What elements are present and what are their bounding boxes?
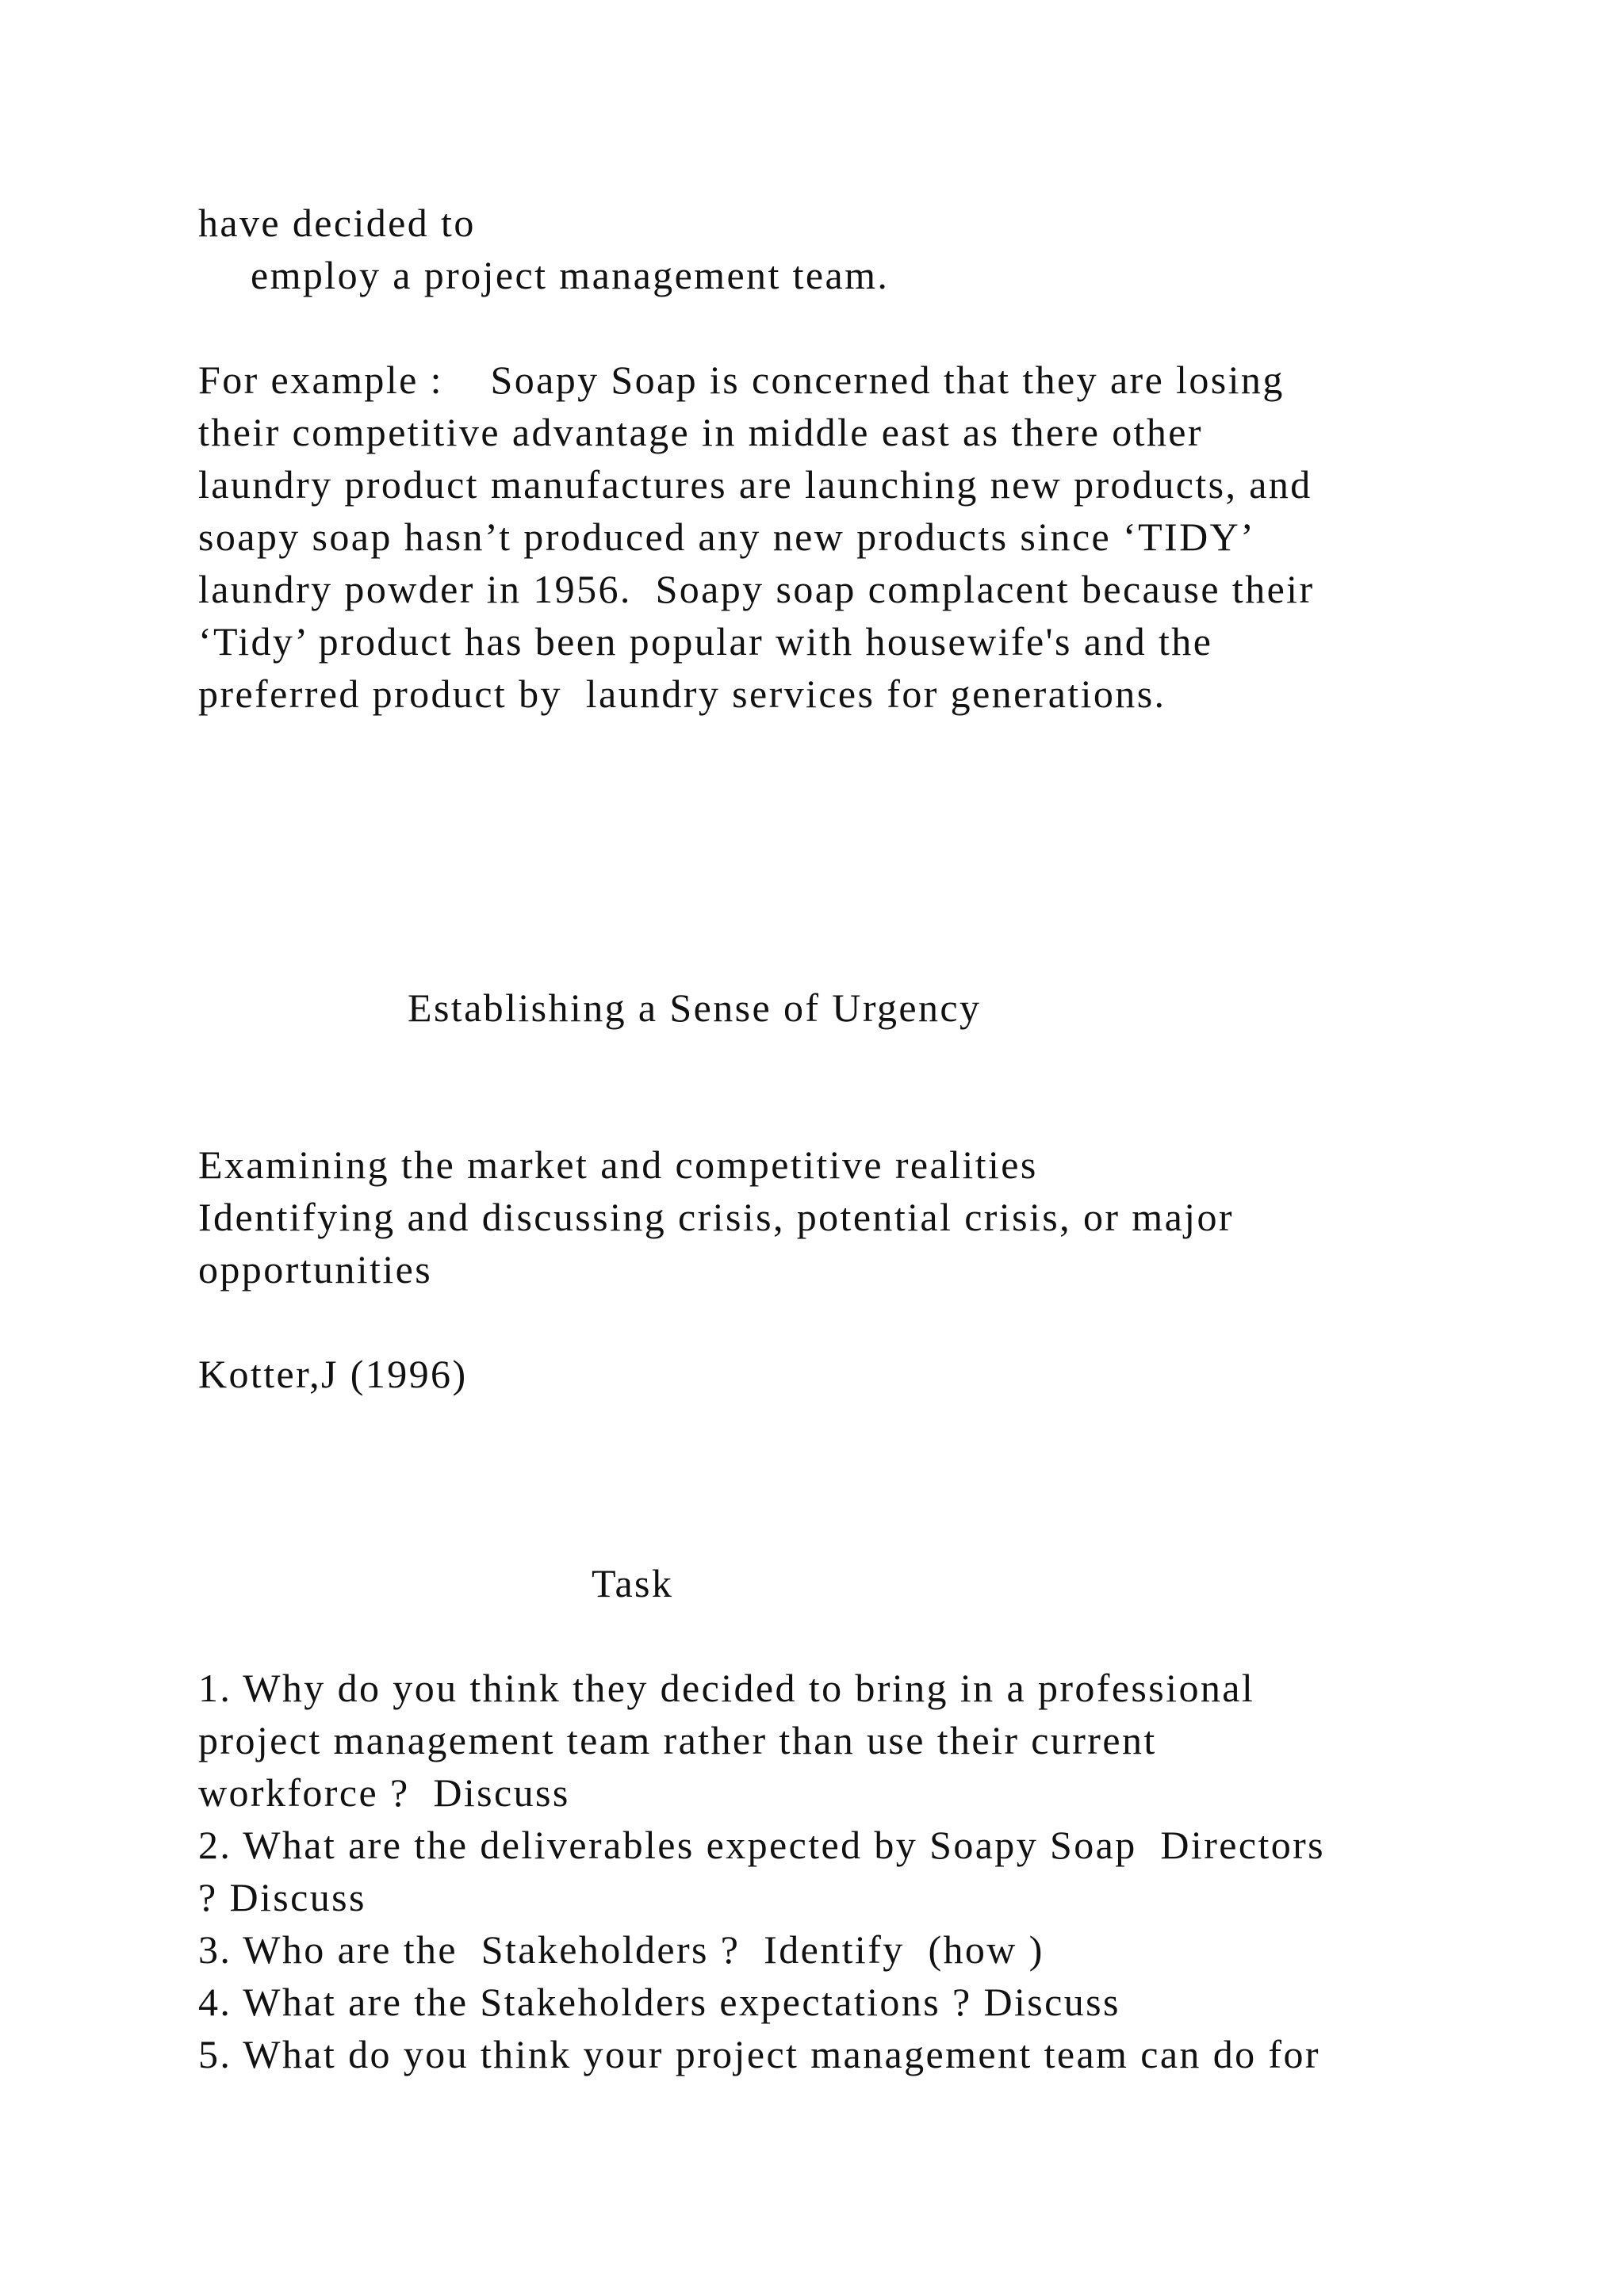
task-line: 4. What are the Stakeholders expectations ? Discuss (198, 1980, 1120, 2024)
example-line: preferred product by laundry services for generations. (198, 672, 1166, 716)
urgency-line: opportunities (198, 1247, 433, 1292)
example-line: ‘Tidy’ product has been popular with housewife's and the (198, 619, 1213, 664)
task-line: project management team rather than use their current (198, 1718, 1157, 1762)
example-line: soapy soap hasn’t produced any new products since ‘TIDY’ (198, 515, 1256, 559)
citation: Kotter,J (1996) (198, 1352, 468, 1396)
urgency-line: Identifying and discussing crisis, potential crisis, or major (198, 1195, 1234, 1239)
example-line: For example : Soapy Soap is concerned that they are losing (198, 358, 1285, 402)
intro-line-1: have decided to (198, 201, 476, 245)
task-line: 2. What are the deliverables expected by Soapy Soap Directors (198, 1823, 1326, 1867)
example-line: laundry product manufactures are launching new products, and (198, 462, 1312, 507)
task-line: 5. What do you think your project management team can do for (198, 2032, 1320, 2076)
example-line: laundry powder in 1956. Soapy soap complacent because their (198, 567, 1315, 611)
section-heading-urgency: Establishing a Sense of Urgency (408, 985, 982, 1030)
section-heading-task: Task (592, 1561, 674, 1605)
urgency-line: Examining the market and competitive realities (198, 1142, 1038, 1187)
task-line: 3. Who are the Stakeholders ? Identify (how ) (198, 1927, 1044, 1972)
task-line: workforce ? Discuss (198, 1770, 570, 1815)
example-line: their competitive advantage in middle east as there other (198, 410, 1203, 454)
task-line: ? Discuss (198, 1875, 366, 1919)
intro-line-2: employ a project management team. (251, 253, 890, 297)
task-line: 1. Why do you think they decided to bring in a professional (198, 1666, 1255, 1710)
